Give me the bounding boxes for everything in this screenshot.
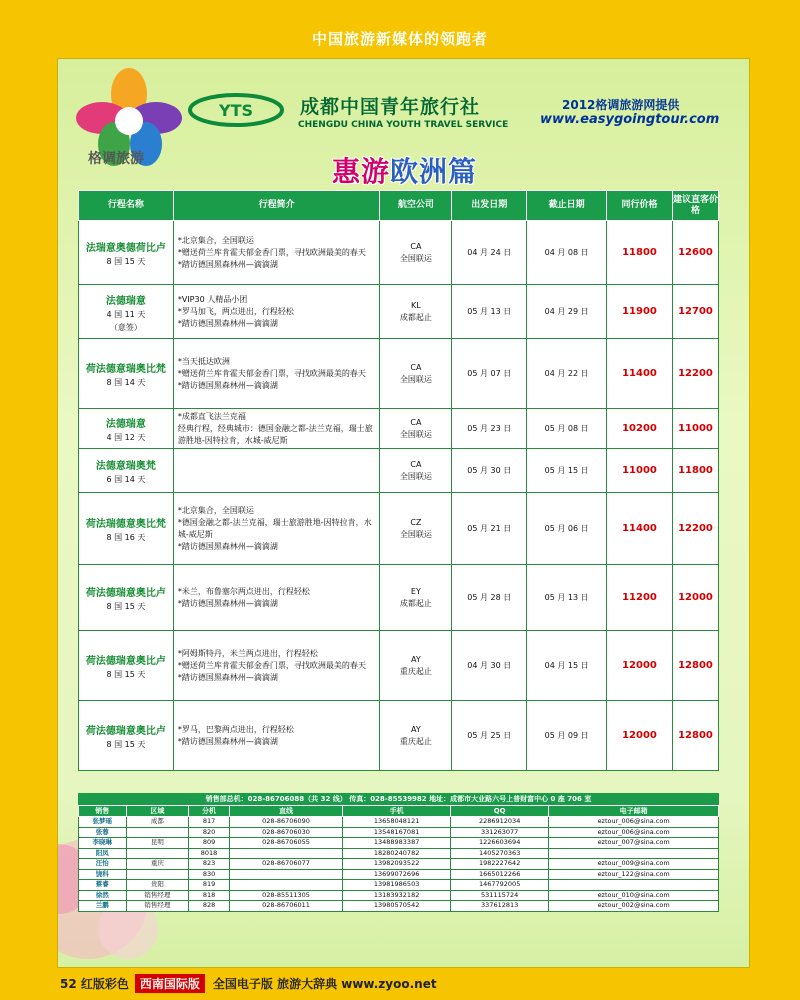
contact-region	[126, 848, 189, 859]
contact-direct: 028-86706011	[229, 901, 342, 912]
tour-intro-line: *踏访德国黑森林州—滴滴湖	[177, 541, 278, 551]
tour-trade-price: 11400	[607, 339, 673, 409]
contact-qq: 331263077	[451, 827, 549, 838]
tour-duration: 4 国 12 天	[106, 432, 146, 442]
tour-note: （意签）	[109, 323, 142, 332]
tour-air-note: 成都起止	[399, 598, 432, 608]
tour-name-cell	[79, 631, 174, 701]
contact-direct: 028-86706077	[229, 859, 342, 870]
tour-table-header	[79, 191, 719, 221]
tour-intro-line: 经典行程，经典城市：德国金融之都-法兰克福，瑞士旅游胜地-因特拉肯，水城-威尼斯	[177, 423, 373, 445]
tour-depart: 05 月 13 日	[452, 285, 527, 339]
tour-trade-price: 10200	[607, 409, 673, 449]
tour-intro-line: *踏访德国黑森林州—滴滴湖	[177, 598, 278, 608]
contact-mobile: 13488983387	[343, 838, 451, 849]
tour-row	[79, 493, 719, 565]
tour-air-note: 重庆起止	[399, 736, 432, 746]
contact-mobile: 13548167081	[343, 827, 451, 838]
contact-name: 蔡睿	[79, 880, 127, 891]
tour-intro-line: *北京集合，全国联运	[177, 235, 254, 245]
contact-row	[79, 827, 719, 838]
contact-ext: 809	[189, 838, 230, 849]
contact-ext: 828	[189, 901, 230, 912]
contact-ext: 823	[189, 859, 230, 870]
tour-air-note: 重庆起止	[399, 666, 432, 676]
contact-ext: 819	[189, 880, 230, 891]
tour-intro-line: *罗马，巴黎两点进出，行程轻松	[177, 724, 294, 734]
tour-name-cell	[79, 449, 174, 493]
tour-depart: 05 月 28 日	[452, 565, 527, 631]
tour-name-cell	[79, 221, 174, 285]
contact-header: 销售部总机：028-86706088（共 32 线） 传真：028-85539982 地址：成都市大业路六号上普财富中心 0 座 706 室	[78, 793, 719, 805]
tour-air-note: 全国联运	[399, 253, 432, 263]
tour-duration: 8 国 15 天	[106, 601, 146, 611]
contact-qq: 337612813	[451, 901, 549, 912]
tour-intro-cell	[173, 221, 380, 285]
tour-airline: CZ	[410, 517, 422, 527]
contact-row	[79, 859, 719, 870]
tour-airline: AY	[411, 654, 421, 664]
contact-qq: 531115724	[451, 890, 549, 901]
contact-ext: 820	[189, 827, 230, 838]
contact-ext: 830	[189, 869, 230, 880]
contact-email[interactable]	[549, 880, 719, 891]
tour-air-note: 全国联运	[399, 429, 432, 439]
tour-intro-cell	[173, 449, 380, 493]
contact-email[interactable]: eztour_010@sina.com	[549, 890, 719, 901]
tour-airline-cell	[380, 221, 452, 285]
tour-retail-price: 12800	[672, 701, 718, 771]
contact-name: 李晓琳	[79, 838, 127, 849]
contact-row	[79, 848, 719, 859]
tour-depart: 05 月 21 日	[452, 493, 527, 565]
tour-retail-price: 12000	[672, 565, 718, 631]
header-airline: 航空公司	[380, 191, 452, 221]
contact-col-ext: 分机	[189, 806, 230, 817]
contact-row	[79, 817, 719, 828]
contact-row	[79, 869, 719, 880]
contact-email[interactable]: eztour_007@sina.com	[549, 838, 719, 849]
contact-name: 饶科	[79, 869, 127, 880]
contact-direct	[229, 869, 342, 880]
tour-row	[79, 565, 719, 631]
tour-intro-cell	[173, 631, 380, 701]
contact-mobile: 13658048121	[343, 817, 451, 828]
tour-row	[79, 701, 719, 771]
tour-depart: 05 月 25 日	[452, 701, 527, 771]
company-name-cn: 成都中国青年旅行社	[300, 96, 481, 118]
tour-trade-price: 12000	[607, 631, 673, 701]
tour-deadline: 04 月 22 日	[527, 339, 607, 409]
tour-intro-line: *北京集合，全国联运	[177, 505, 254, 515]
contact-direct: 028-86706055	[229, 838, 342, 849]
contact-region: 昆明	[126, 838, 189, 849]
contact-mobile: 13699072696	[343, 869, 451, 880]
tour-intro-line: *赠送荷兰库肯霍夫郁金香门票，寻找欧洲最美的春天	[177, 660, 366, 670]
tour-retail-price: 11800	[672, 449, 718, 493]
tour-depart: 05 月 07 日	[452, 339, 527, 409]
contact-name: 张梦瑶	[79, 817, 127, 828]
contact-direct	[229, 848, 342, 859]
tour-trade-price: 11900	[607, 285, 673, 339]
tour-depart: 04 月 24 日	[452, 221, 527, 285]
tour-airline-cell	[380, 493, 452, 565]
tour-retail-price: 12200	[672, 493, 718, 565]
logo-text: 格调旅游	[88, 151, 144, 167]
contact-email[interactable]: eztour_122@sina.com	[549, 869, 719, 880]
tour-name-cell	[79, 409, 174, 449]
tour-trade-price: 11200	[607, 565, 673, 631]
tour-name: 荷法德意瑞奥比梵	[85, 363, 166, 375]
tour-name-cell	[79, 701, 174, 771]
contact-ext: 817	[189, 817, 230, 828]
contact-email[interactable]: eztour_002@sina.com	[549, 901, 719, 912]
contact-region	[126, 827, 189, 838]
tour-intro-line: *德国金融之都-法兰克福，瑞士旅游胜地-因特拉肯，水城-威尼斯	[177, 517, 372, 539]
contact-table-header	[79, 806, 719, 817]
contact-email[interactable]	[549, 848, 719, 859]
tour-trade-price: 11800	[607, 221, 673, 285]
tour-intro-line: *成都直飞法兰克福	[177, 411, 246, 421]
page-headline	[332, 150, 477, 190]
header-retail-price: 建议直客价格	[672, 191, 718, 221]
tour-row	[79, 449, 719, 493]
tour-deadline: 05 月 15 日	[527, 449, 607, 493]
tour-intro-cell	[173, 493, 380, 565]
contact-email[interactable]: eztour_006@sina.com	[549, 827, 719, 838]
footer	[60, 973, 437, 993]
footer-link[interactable]: 全国电子版 旅游大辞典 www.zyoo.net	[212, 976, 437, 991]
tour-depart: 05 月 30 日	[452, 449, 527, 493]
contact-region: 贵阳	[126, 880, 189, 891]
contact-table	[78, 805, 719, 912]
tour-airline: CA	[410, 362, 422, 372]
contact-direct: 028-86706090	[229, 817, 342, 828]
contact-col-email: 电子邮箱	[549, 806, 719, 817]
tour-table	[78, 190, 719, 771]
contact-qq: 1226603694	[451, 838, 549, 849]
contact-mobile: 13980570542	[343, 901, 451, 912]
tour-intro-line: *踏访德国黑森林州—滴滴湖	[177, 736, 278, 746]
tour-airline-cell	[380, 701, 452, 771]
contact-mobile: 18280240782	[343, 848, 451, 859]
tour-airline-cell	[380, 409, 452, 449]
tour-name: 荷法瑞德意奥比梵	[85, 518, 166, 530]
header-trade-price: 同行价格	[607, 191, 673, 221]
tour-airline-cell	[380, 631, 452, 701]
tour-row	[79, 631, 719, 701]
tour-deadline: 04 月 08 日	[527, 221, 607, 285]
tour-airline: CA	[410, 417, 422, 427]
tour-name: 荷法德瑞意奥比卢	[85, 725, 166, 737]
tour-intro-cell	[173, 409, 380, 449]
tour-deadline: 05 月 09 日	[527, 701, 607, 771]
contact-col-region: 区域	[126, 806, 189, 817]
tour-duration: 8 国 15 天	[106, 669, 146, 679]
contact-mobile: 13982093522	[343, 859, 451, 870]
tour-trade-price: 11400	[607, 493, 673, 565]
tour-intro-cell	[173, 565, 380, 631]
contact-col-name: 销售	[79, 806, 127, 817]
contact-qq: 1982227642	[451, 859, 549, 870]
tour-duration: 8 国 15 天	[106, 739, 146, 749]
tour-name-cell	[79, 285, 174, 339]
tour-row	[79, 409, 719, 449]
company-name-en: CHENGDU CHINA YOUTH TRAVEL SERVICE	[298, 120, 509, 130]
contact-ext: 818	[189, 890, 230, 901]
tour-airline-cell	[380, 565, 452, 631]
tour-intro-line: *罗马加飞，两点进出，行程轻松	[177, 306, 294, 316]
contact-name: 汪怡	[79, 859, 127, 870]
contact-qq: 1405270363	[451, 848, 549, 859]
tour-duration: 4 国 11 天	[106, 310, 146, 319]
tour-air-note: 全国联运	[399, 529, 432, 539]
tour-retail-price: 12800	[672, 631, 718, 701]
tour-airline: CA	[410, 241, 422, 251]
tour-name-cell	[79, 493, 174, 565]
tour-name: 荷法德瑞意奥比卢	[85, 655, 166, 667]
contact-region: 成都	[126, 817, 189, 828]
tour-airline: KL	[411, 300, 421, 310]
tour-airline-cell	[380, 449, 452, 493]
tour-name-cell	[79, 339, 174, 409]
tour-intro-line: *赠送荷兰库肯霍夫郁金香门票，寻找欧洲最美的春天	[177, 247, 366, 257]
tour-name: 法德瑞意	[105, 296, 146, 307]
tour-intro-line: *VIP30 人精品小团	[177, 294, 248, 304]
tour-air-note: 成都起止	[399, 312, 432, 322]
tour-depart: 04 月 30 日	[452, 631, 527, 701]
tour-intro-line: *当天抵达欧洲	[177, 356, 230, 366]
tour-airline: EY	[410, 586, 421, 596]
tour-name: 法德瑞意	[105, 418, 146, 430]
contact-email[interactable]: eztour_009@sina.com	[549, 859, 719, 870]
tour-airline: AY	[411, 724, 421, 734]
tour-depart: 05 月 23 日	[452, 409, 527, 449]
contact-email[interactable]: eztour_006@sina.com	[549, 817, 719, 828]
tour-intro-cell	[173, 285, 380, 339]
header-depart: 出发日期	[452, 191, 527, 221]
contact-col-direct: 直线	[229, 806, 342, 817]
tour-intro-line: *踏访德国黑森林州—滴滴湖	[177, 380, 278, 390]
tour-intro-cell	[173, 339, 380, 409]
tour-retail-price: 12600	[672, 221, 718, 285]
tour-intro-line: *赠送荷兰库肯霍夫郁金香门票，寻找欧洲最美的春天	[177, 368, 366, 378]
contact-name: 兰鹏	[79, 901, 127, 912]
contact-qq: 1665012266	[451, 869, 549, 880]
contact-region	[126, 869, 189, 880]
tour-deadline: 04 月 29 日	[527, 285, 607, 339]
provider-note: 2012格调旅游网提供	[562, 98, 680, 112]
tour-deadline: 04 月 15 日	[527, 631, 607, 701]
tour-duration: 8 国 16 天	[106, 532, 146, 542]
tour-deadline: 05 月 13 日	[527, 565, 607, 631]
tour-air-note: 全国联运	[399, 374, 432, 384]
contact-name: 徐然	[79, 890, 127, 901]
tour-duration: 8 国 14 天	[106, 377, 146, 387]
tour-name-cell	[79, 565, 174, 631]
contact-col-mobile: 手机	[343, 806, 451, 817]
contact-row	[79, 838, 719, 849]
footer-badge: 西南国际版	[135, 974, 205, 993]
tour-intro-line: *踏访德国黑森林州—滴滴湖	[177, 318, 278, 328]
tour-retail-price: 12700	[672, 285, 718, 339]
top-banner: 中国旅游新媒体的领跑者	[311, 30, 488, 48]
contact-direct	[229, 880, 342, 891]
header-name: 行程名称	[79, 191, 174, 221]
tour-airline-cell	[380, 285, 452, 339]
header-deadline: 截止日期	[527, 191, 607, 221]
tour-airline-cell	[380, 339, 452, 409]
tour-retail-price: 12200	[672, 339, 718, 409]
tour-deadline: 05 月 08 日	[527, 409, 607, 449]
headline-part1: 惠游	[332, 155, 391, 188]
contact-qq: 1467792005	[451, 880, 549, 891]
tour-trade-price: 12000	[607, 701, 673, 771]
contact-region: 重庆	[126, 859, 189, 870]
tour-intro-line: *踏访德国黑森林州—滴滴湖	[177, 259, 278, 269]
tour-name: 法德意瑞奥梵	[95, 460, 156, 472]
contact-region: 销售经理	[126, 901, 189, 912]
cyts-logo-icon	[186, 90, 286, 130]
tour-retail-price: 11000	[672, 409, 718, 449]
footer-page: 52 红版彩色	[60, 976, 129, 991]
contact-ext: 8018	[189, 848, 230, 859]
tour-intro-line: *阿姆斯特丹，米兰两点进出，行程轻松	[177, 648, 318, 658]
tour-intro-cell	[173, 701, 380, 771]
contact-direct: 028-86706030	[229, 827, 342, 838]
tour-name: 荷法德瑞意奥比卢	[85, 587, 166, 599]
contact-name: 阳凤	[79, 848, 127, 859]
contact-col-qq: QQ	[451, 806, 549, 817]
contact-row	[79, 901, 719, 912]
site-url-link[interactable]: www.easygoingtour.com	[540, 112, 720, 127]
tour-trade-price: 11000	[607, 449, 673, 493]
tour-intro-line: *踏访德国黑森林州—滴滴湖	[177, 672, 278, 682]
tour-air-note: 全国联运	[399, 471, 432, 481]
tour-name: 法瑞意奥德荷比卢	[85, 242, 166, 254]
contact-mobile: 13981986503	[343, 880, 451, 891]
contact-row	[79, 880, 719, 891]
contact-qq: 2286912034	[451, 817, 549, 828]
tour-intro-line: *米兰，布鲁塞尔两点进出，行程轻松	[177, 586, 310, 596]
tour-deadline: 05 月 06 日	[527, 493, 607, 565]
tour-airline: CA	[410, 459, 422, 469]
tour-row	[79, 221, 719, 285]
contact-region: 销售经理	[126, 890, 189, 901]
headline-part2: 欧洲篇	[390, 155, 478, 188]
tour-row	[79, 285, 719, 339]
tour-row	[79, 339, 719, 409]
contact-direct: 028-85511305	[229, 890, 342, 901]
tour-duration: 8 国 15 天	[106, 256, 146, 266]
cyts-logo-mark: YTS	[218, 101, 254, 120]
contact-mobile: 13183932182	[343, 890, 451, 901]
tour-duration: 6 国 14 天	[106, 474, 146, 484]
contact-row	[79, 890, 719, 901]
header-intro: 行程简介	[173, 191, 380, 221]
contact-name: 张蓉	[79, 827, 127, 838]
